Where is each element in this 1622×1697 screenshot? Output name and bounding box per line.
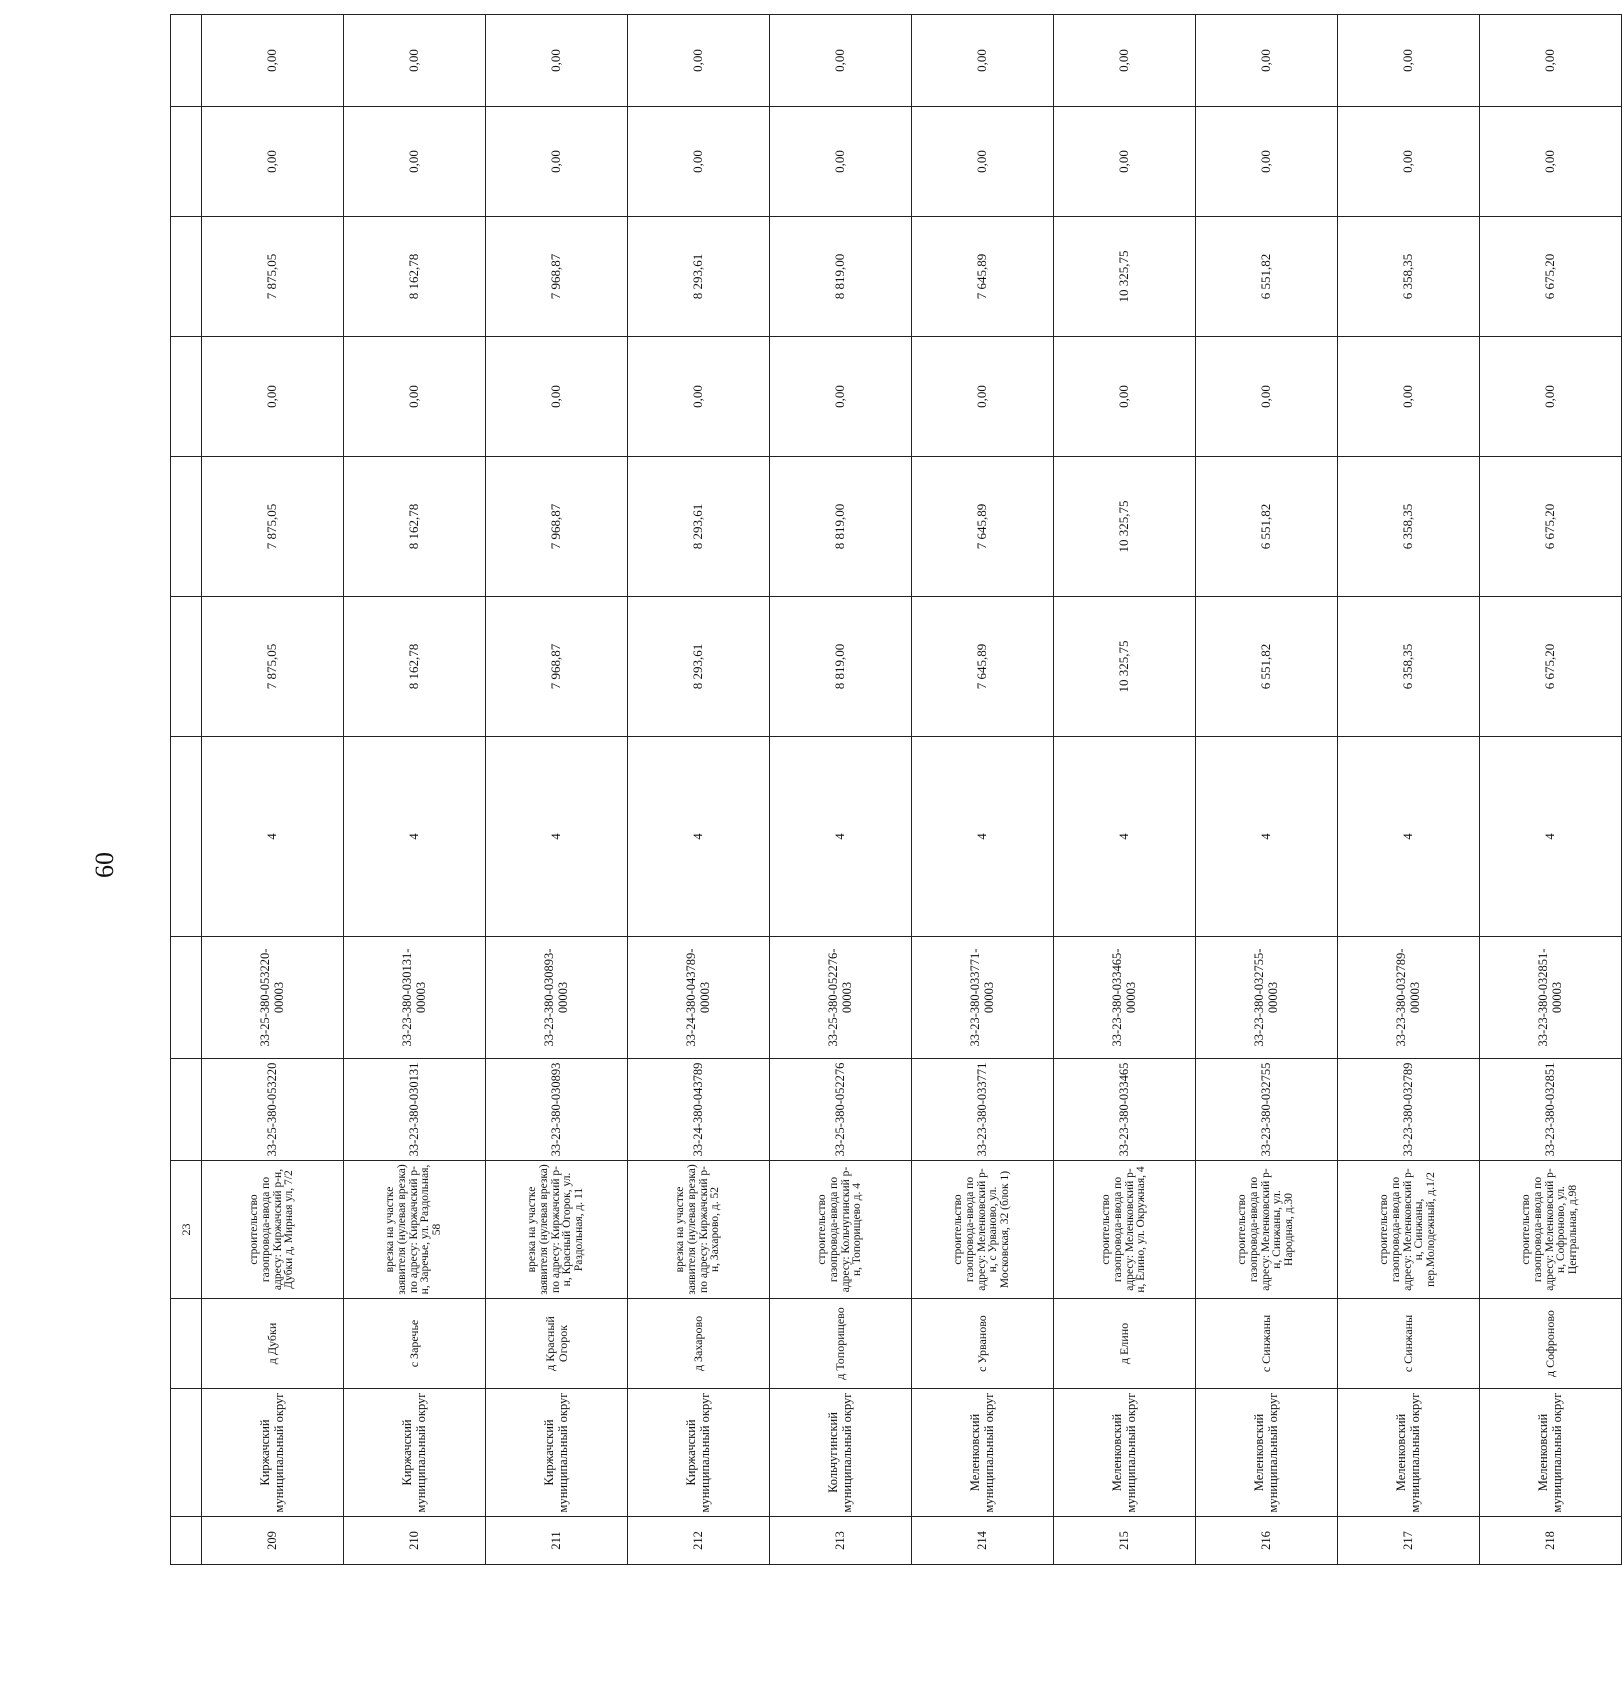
amount-total-cell: 8 162,78 [344, 597, 486, 737]
header-cell [171, 1059, 202, 1161]
category-cell: 4 [1054, 737, 1196, 937]
header-cell [171, 737, 202, 937]
object-subcode-cell: 33-23-380-030893-00003 [486, 937, 628, 1059]
row-number-cell: 210 [344, 1517, 486, 1565]
category-cell: 4 [1480, 737, 1622, 937]
settlement-cell: с Синжаны [1196, 1299, 1338, 1389]
header-cell: 23 [171, 1161, 202, 1299]
row-number-cell: 217 [1338, 1517, 1480, 1565]
category-cell: 4 [486, 737, 628, 937]
settlement-cell: д Елино [1054, 1299, 1196, 1389]
object-subcode-cell: 33-24-380-043789-00003 [628, 937, 770, 1059]
amount-cell-4: 8 819,00 [770, 217, 912, 337]
amount-total-cell: 7 968,87 [486, 597, 628, 737]
amount-cell-5: 0,00 [1338, 107, 1480, 217]
gas-connection-table [170, 14, 1622, 1565]
amount-cell-5: 0,00 [1054, 107, 1196, 217]
object-subcode-cell: 33-23-380-032851-00003 [1480, 937, 1622, 1059]
amount-total-cell: 6 358,35 [1338, 597, 1480, 737]
work-description-cell: строительство газопровода-ввода по адресу: Меленковский р-н, Синжаны, пер.Молодежный, д.1/2 [1338, 1161, 1480, 1299]
amount-cell-2: 8 293,61 [628, 457, 770, 597]
row-number-cell: 211 [486, 1517, 628, 1565]
amount-cell-3: 0,00 [1480, 337, 1622, 457]
amount-cell-3: 0,00 [486, 337, 628, 457]
row-number-cell: 215 [1054, 1517, 1196, 1565]
settlement-cell: д Захарово [628, 1299, 770, 1389]
object-code-cell: 33-23-380-033465 [1054, 1059, 1196, 1161]
amount-cell-3: 0,00 [344, 337, 486, 457]
district-cell: Киржачский муниципальный округ [202, 1389, 344, 1517]
object-code-cell: 33-25-380-053220 [202, 1059, 344, 1161]
header-cell [171, 1389, 202, 1517]
header-cell [171, 107, 202, 217]
object-code-cell: 33-23-380-030131 [344, 1059, 486, 1161]
district-cell: Меленковский муниципальный округ [1196, 1389, 1338, 1517]
category-cell: 4 [912, 737, 1054, 937]
settlement-cell: д Топорищево [770, 1299, 912, 1389]
amount-cell-5: 0,00 [486, 107, 628, 217]
work-description-cell: строительство газопровода-ввода по адресу: Меленковский р-н, Синжаны, ул. Народная, д.30 [1196, 1161, 1338, 1299]
header-row [171, 15, 202, 1565]
page-number: 60 [90, 852, 119, 878]
object-subcode-cell: 33-25-380-053220-00003 [202, 937, 344, 1059]
work-description-cell: врезка на участке заявителя (нулевая врезка) по адресу: Киржачский р-н, Захарово, д. 52 [628, 1161, 770, 1299]
district-cell: Кольчугинский муниципальный округ [770, 1389, 912, 1517]
table-row [344, 15, 486, 1565]
object-subcode-cell: 33-23-380-032755-00003 [1196, 937, 1338, 1059]
table-row [1196, 15, 1338, 1565]
work-description-cell: строительство газопровода-ввода по адресу: Кольчугинский р-н, Топорищево д. 4 [770, 1161, 912, 1299]
settlement-cell: д Софроново [1480, 1299, 1622, 1389]
settlement-cell: д Красный Огорок [486, 1299, 628, 1389]
header-cell [171, 937, 202, 1059]
amount-cell-4: 8 162,78 [344, 217, 486, 337]
amount-cell-6: 0,00 [1480, 15, 1622, 107]
amount-cell-4: 7 875,05 [202, 217, 344, 337]
amount-cell-5: 0,00 [1196, 107, 1338, 217]
amount-cell-5: 0,00 [344, 107, 486, 217]
amount-cell-2: 6 358,35 [1338, 457, 1480, 597]
work-description-cell: строительство газопровода-ввода по адресу: Киржачский р-н, Дубки д, Мирная ул, 7/2 [202, 1161, 344, 1299]
work-description-cell: врезка на участке заявителя (нулевая врезка) по адресу: Киржачский р-н, Заречье, ул. Раздольная, 58 [344, 1161, 486, 1299]
settlement-cell: д Дубки [202, 1299, 344, 1389]
category-cell: 4 [628, 737, 770, 937]
amount-cell-5: 0,00 [1480, 107, 1622, 217]
object-subcode-cell: 33-23-380-033771-00003 [912, 937, 1054, 1059]
header-cell [171, 217, 202, 337]
category-cell: 4 [202, 737, 344, 937]
row-number-cell: 212 [628, 1517, 770, 1565]
row-number-cell: 213 [770, 1517, 912, 1565]
amount-cell-6: 0,00 [628, 15, 770, 107]
amount-cell-6: 0,00 [1338, 15, 1480, 107]
category-cell: 4 [1338, 737, 1480, 937]
amount-cell-4: 7 968,87 [486, 217, 628, 337]
amount-cell-3: 0,00 [202, 337, 344, 457]
amount-cell-2: 6 675,20 [1480, 457, 1622, 597]
header-cell [171, 597, 202, 737]
table-row [912, 15, 1054, 1565]
table-row [486, 15, 628, 1565]
amount-total-cell: 6 551,82 [1196, 597, 1338, 737]
amount-cell-5: 0,00 [628, 107, 770, 217]
settlement-cell: с Заречье [344, 1299, 486, 1389]
amount-cell-2: 10 325,75 [1054, 457, 1196, 597]
object-subcode-cell: 33-25-380-052276-00003 [770, 937, 912, 1059]
amount-cell-6: 0,00 [1054, 15, 1196, 107]
amount-cell-6: 0,00 [1196, 15, 1338, 107]
amount-total-cell: 7 645,89 [912, 597, 1054, 737]
amount-cell-2: 8 162,78 [344, 457, 486, 597]
amount-total-cell: 10 325,75 [1054, 597, 1196, 737]
object-subcode-cell: 33-23-380-030131-00003 [344, 937, 486, 1059]
header-cell [171, 1299, 202, 1389]
table-row [1480, 15, 1622, 1565]
work-description-cell: врезка на участке заявителя (нулевая врезка) по адресу: Киржачский р-н, Красный Огорок, ул. Раздольная, д. 11 [486, 1161, 628, 1299]
district-cell: Киржачский муниципальный округ [344, 1389, 486, 1517]
object-subcode-cell: 33-23-380-032789-00003 [1338, 937, 1480, 1059]
amount-total-cell: 6 675,20 [1480, 597, 1622, 737]
settlement-cell: с Урваново [912, 1299, 1054, 1389]
work-description-cell: строительство газопровода-ввода по адресу: Меленковский р-н, Софроново, ул. Центральная, д.98 [1480, 1161, 1622, 1299]
object-code-cell: 33-24-380-043789 [628, 1059, 770, 1161]
district-cell: Киржачский муниципальный округ [628, 1389, 770, 1517]
object-code-cell: 33-23-380-030893 [486, 1059, 628, 1161]
amount-cell-4: 7 645,89 [912, 217, 1054, 337]
rotated-table-container [170, 49, 1580, 1565]
amount-cell-2: 8 819,00 [770, 457, 912, 597]
amount-cell-3: 0,00 [770, 337, 912, 457]
work-description-cell: строительство газопровода-ввода по адресу: Меленковский р-н, с Урваново, ул. Московская, 32 (блок 1) [912, 1161, 1054, 1299]
amount-cell-5: 0,00 [202, 107, 344, 217]
table-row [628, 15, 770, 1565]
amount-total-cell: 8 293,61 [628, 597, 770, 737]
amount-cell-4: 10 325,75 [1054, 217, 1196, 337]
table-row [770, 15, 912, 1565]
district-cell: Меленковский муниципальный округ [912, 1389, 1054, 1517]
object-code-cell: 33-23-380-033771 [912, 1059, 1054, 1161]
header-cell [171, 457, 202, 597]
amount-cell-5: 0,00 [770, 107, 912, 217]
work-description-cell: строительство газопровода-ввода по адресу: Меленковский р-н, Елино, ул. Окружная, 4 [1054, 1161, 1196, 1299]
object-subcode-cell: 33-23-380-033465-00003 [1054, 937, 1196, 1059]
row-number-cell: 214 [912, 1517, 1054, 1565]
header-cell [171, 337, 202, 457]
table-row [202, 15, 344, 1565]
settlement-cell: с Синжаны [1338, 1299, 1480, 1389]
object-code-cell: 33-25-380-052276 [770, 1059, 912, 1161]
category-cell: 4 [1196, 737, 1338, 937]
amount-cell-4: 8 293,61 [628, 217, 770, 337]
header-cell [171, 15, 202, 107]
amount-cell-2: 7 875,05 [202, 457, 344, 597]
amount-cell-2: 6 551,82 [1196, 457, 1338, 597]
object-code-cell: 33-23-380-032789 [1338, 1059, 1480, 1161]
amount-cell-6: 0,00 [344, 15, 486, 107]
category-cell: 4 [344, 737, 486, 937]
amount-cell-6: 0,00 [202, 15, 344, 107]
object-code-cell: 33-23-380-032755 [1196, 1059, 1338, 1161]
table-row [1338, 15, 1480, 1565]
amount-total-cell: 8 819,00 [770, 597, 912, 737]
amount-cell-3: 0,00 [1054, 337, 1196, 457]
amount-cell-3: 0,00 [912, 337, 1054, 457]
amount-cell-2: 7 968,87 [486, 457, 628, 597]
amount-cell-4: 6 675,20 [1480, 217, 1622, 337]
amount-cell-4: 6 551,82 [1196, 217, 1338, 337]
amount-cell-6: 0,00 [912, 15, 1054, 107]
district-cell: Меленковский муниципальный округ [1054, 1389, 1196, 1517]
amount-cell-3: 0,00 [628, 337, 770, 457]
amount-total-cell: 7 875,05 [202, 597, 344, 737]
district-cell: Меленковский муниципальный округ [1480, 1389, 1622, 1517]
row-number-cell: 209 [202, 1517, 344, 1565]
row-number-cell: 218 [1480, 1517, 1622, 1565]
header-cell [171, 1517, 202, 1565]
amount-cell-3: 0,00 [1338, 337, 1480, 457]
amount-cell-3: 0,00 [1196, 337, 1338, 457]
category-cell: 4 [770, 737, 912, 937]
amount-cell-5: 0,00 [912, 107, 1054, 217]
district-cell: Меленковский муниципальный округ [1338, 1389, 1480, 1517]
amount-cell-2: 7 645,89 [912, 457, 1054, 597]
amount-cell-6: 0,00 [486, 15, 628, 107]
table-row [1054, 15, 1196, 1565]
district-cell: Киржачский муниципальный округ [486, 1389, 628, 1517]
amount-cell-4: 6 358,35 [1338, 217, 1480, 337]
amount-cell-6: 0,00 [770, 15, 912, 107]
object-code-cell: 33-23-380-032851 [1480, 1059, 1622, 1161]
row-number-cell: 216 [1196, 1517, 1338, 1565]
rotated-table-inner [170, 49, 1580, 1565]
